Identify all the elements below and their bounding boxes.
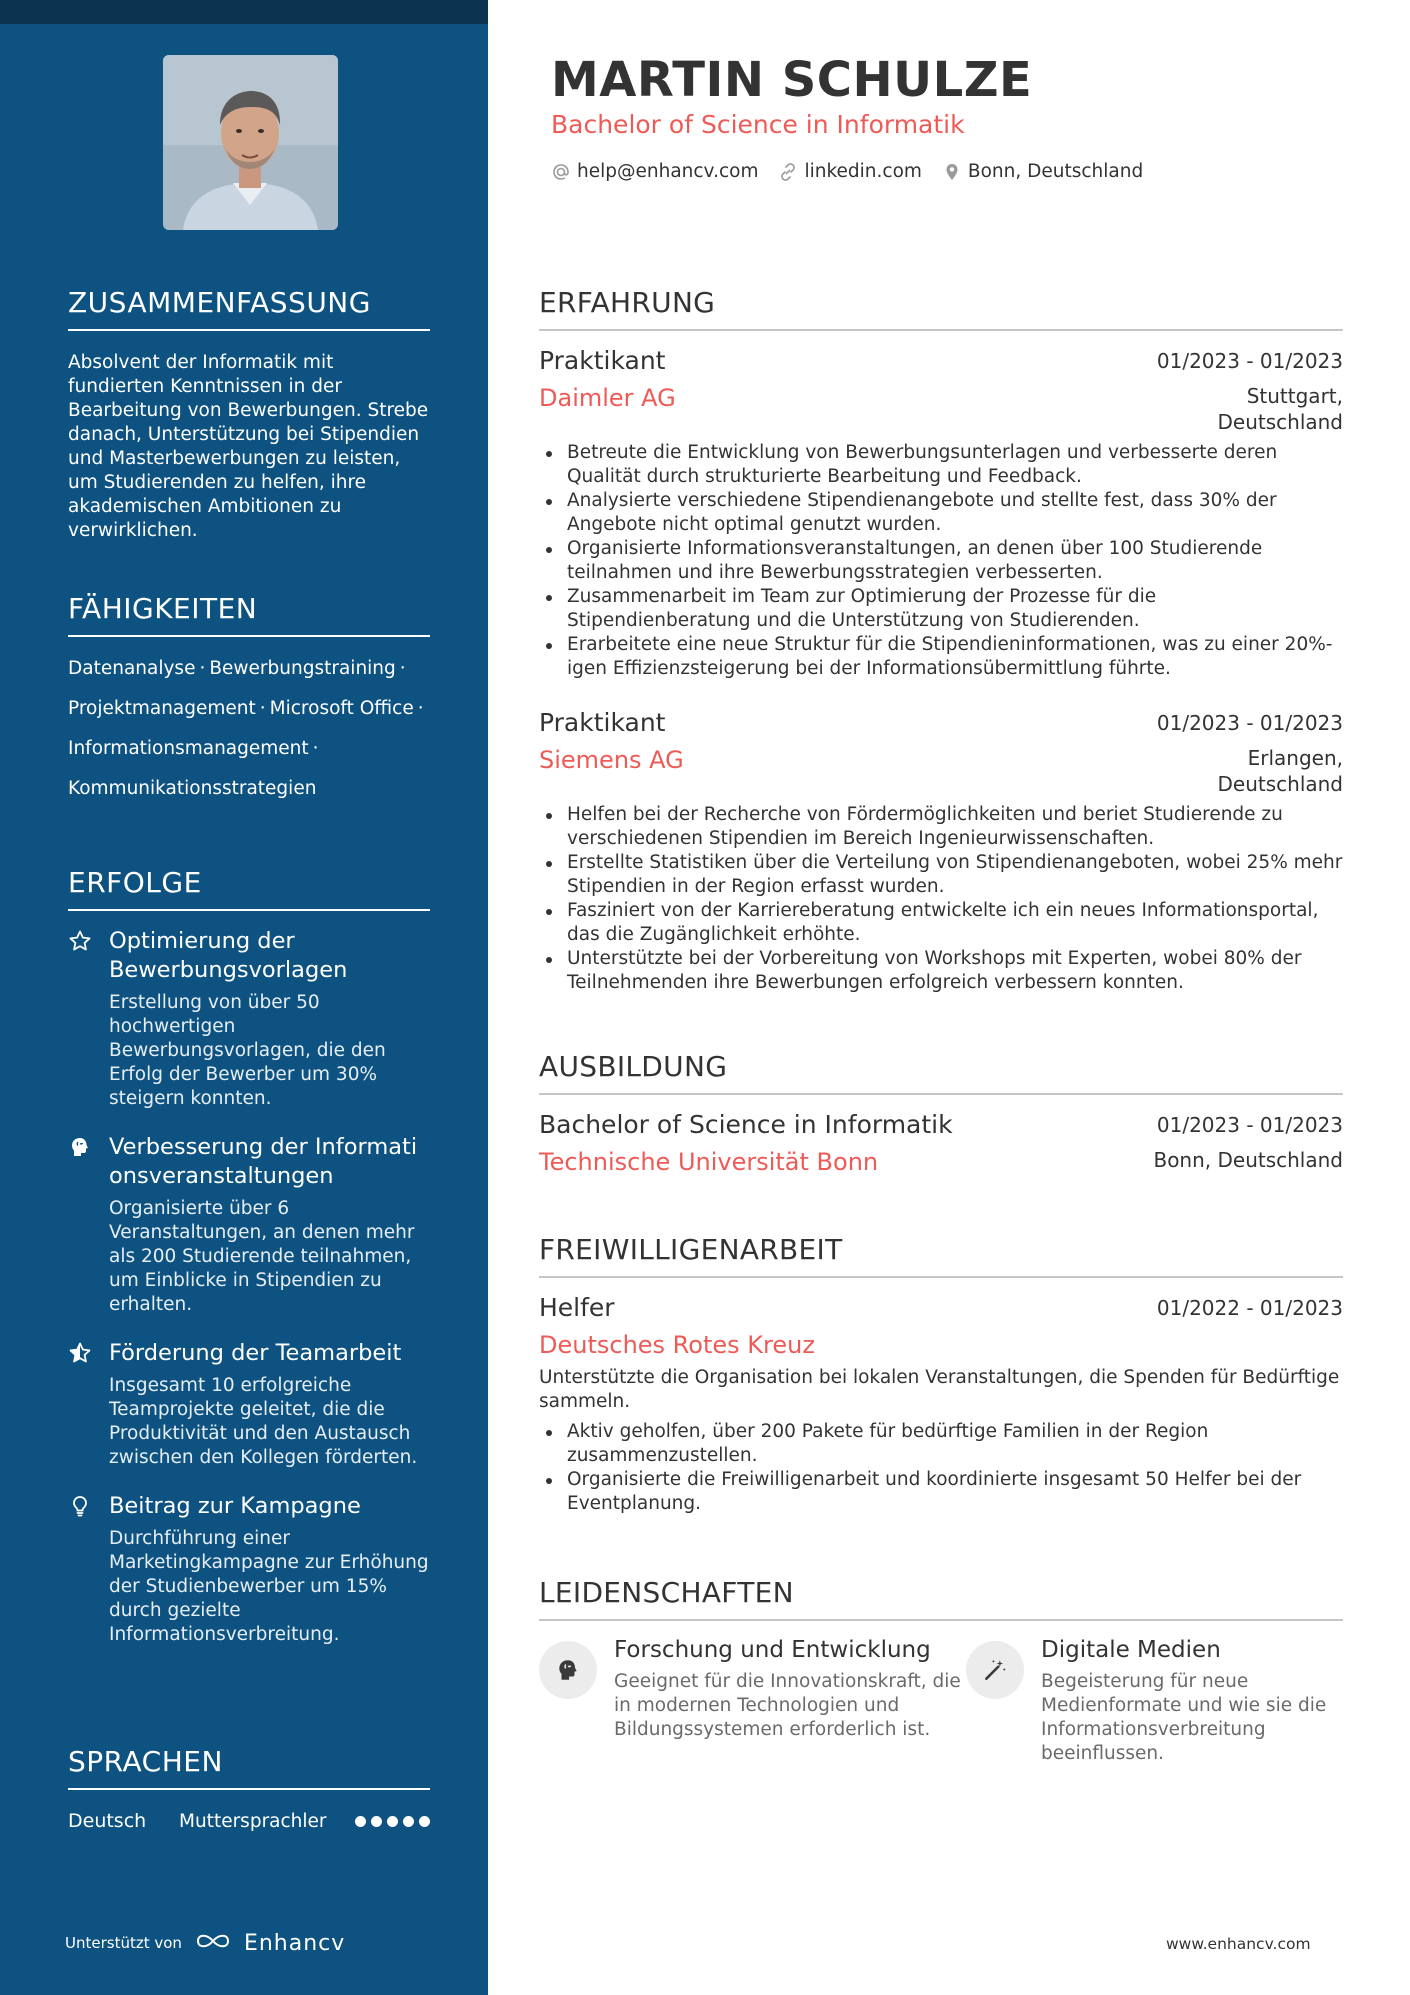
job-location — [1218, 383, 1344, 435]
volunteer-entry — [539, 1292, 1343, 1516]
job-bullet: Organisierte Informationsveranstaltungen, an denen über 100 Studierende teilnahmen und ihre Bewerbungsstrategien verbesserten. — [539, 537, 1343, 585]
location-contact — [942, 161, 1143, 182]
volunteer-bullets — [539, 1420, 1343, 1516]
achievement-item — [68, 927, 430, 1111]
linkedin-contact[interactable] — [778, 161, 921, 182]
passions-section — [539, 1576, 1343, 1766]
job-bullet: Fasziniert von der Karriereberatung entwickelte ich ein neues Informationsportal, das die Zugänglichkeit erhöhte. — [539, 899, 1343, 947]
linkedin-text: linkedin.com — [804, 161, 922, 182]
magic-wand-icon — [966, 1641, 1024, 1699]
job-bullet: Erarbeitete eine neue Struktur für die Stipendieninformationen, was zu einer 20%-igen Effizienzsteigerung bei der Informationsübermittlung führte. — [539, 633, 1343, 681]
volunteer-section — [539, 1233, 1343, 1542]
job-location — [1218, 745, 1344, 797]
summary-title: ZUSAMMENFASSUNG — [68, 286, 430, 331]
experience-section — [539, 286, 1343, 1021]
volunteer-org: Deutsches Rotes Kreuz — [539, 1331, 815, 1359]
brain-icon — [539, 1641, 597, 1699]
skill-separator: · — [399, 658, 406, 679]
candidate-headline: Bachelor of Science in Informatik — [551, 110, 965, 139]
passion-desc: Begeisterung für neue Medienformate und wie sie die Informationsverbreitung beeinflussen. — [1041, 1671, 1327, 1764]
education-entry — [539, 1109, 1343, 1177]
job-role: Praktikant — [539, 346, 666, 375]
achievement-title: Optimierung der Bewerbungsvorlagen — [109, 928, 348, 983]
skill-item: Projektmanagement — [68, 698, 256, 719]
star-icon — [68, 929, 92, 953]
job-company: Daimler AG — [539, 384, 676, 412]
footer-url[interactable]: www.enhancv.com — [1166, 1935, 1311, 1953]
proficiency-dot — [419, 1816, 430, 1827]
passion-title: Digitale Medien — [1041, 1637, 1221, 1663]
achievement-title: Beitrag zur Kampagne — [109, 1493, 361, 1519]
language-proficiency-dots — [355, 1816, 430, 1827]
job-bullets — [539, 441, 1343, 681]
powered-by — [65, 1930, 345, 1956]
contact-info — [551, 161, 1143, 182]
skill-item: Bewerbungstraining — [209, 658, 396, 679]
proficiency-dot — [403, 1816, 414, 1827]
location-pin-icon — [942, 162, 962, 182]
skill-separator: · — [417, 698, 424, 719]
profile-photo — [163, 55, 338, 230]
achievement-title: Verbesserung der Informationsveranstaltungen — [109, 1134, 418, 1189]
job-role: Praktikant — [539, 708, 666, 737]
enhancv-brand: Enhancv — [243, 1930, 346, 1956]
skill-item: Informationsmanagement — [68, 738, 309, 759]
job-location-line: Deutschland — [1217, 410, 1343, 434]
volunteer-title: FREIWILLIGENARBEIT — [539, 1233, 1343, 1278]
lightbulb-icon — [68, 1494, 92, 1518]
job-location-line: Deutschland — [1217, 772, 1343, 796]
summary-text: Absolvent der Informatik mit fundierten Kenntnissen in der Bearbeitung von Bewerbungen. Strebe danach, Unterstützung bei Stipendien und Masterbewerbungen zu leisten, um Studierenden zu helfen, ihre akademischen Ambitionen zu verwirklichen. — [68, 352, 429, 541]
volunteer-desc: Unterstützte die Organisation bei lokalen Veranstaltungen, die Spenden für Bedürftige sammeln. — [539, 1367, 1340, 1412]
skill-separator: · — [199, 658, 206, 679]
candidate-name: MARTIN SCHULZE — [551, 52, 1033, 108]
at-icon — [551, 162, 571, 182]
passion-item — [966, 1635, 1343, 1766]
achievement-desc: Durchführung einer Marketingkampagne zur Erhöhung der Studienbewerber um 15% durch gezielte Informationsverbreitung. — [109, 1528, 429, 1645]
location-text: Bonn, Deutschland — [967, 161, 1144, 182]
sidebar-top-band — [0, 0, 488, 24]
volunteer-bullet: Aktiv geholfen, über 200 Pakete für bedürftige Familien in der Region zusammenzustellen. — [539, 1420, 1343, 1468]
education-title: AUSBILDUNG — [539, 1050, 1343, 1095]
job-bullets — [539, 803, 1343, 995]
job-location-line: Erlangen, — [1247, 746, 1343, 770]
summary-section — [68, 286, 430, 543]
school: Technische Universität Bonn — [539, 1148, 879, 1176]
volunteer-role: Helfer — [539, 1293, 615, 1322]
email-text: help@enhancv.com — [577, 161, 759, 182]
languages-title: SPRACHEN — [68, 1745, 430, 1790]
proficiency-dot — [355, 1816, 366, 1827]
volunteer-bullet: Organisierte die Freiwilligenarbeit und koordinierte insgesamt 50 Helfer bei der Eventplanung. — [539, 1468, 1343, 1516]
passion-desc: Geeignet für die Innovationskraft, die in modernen Technologien und Bildungssystemen erforderlich ist. — [614, 1671, 961, 1740]
achievements-title: ERFOLGE — [68, 866, 430, 911]
achievement-desc: Organisierte über 6 Veranstaltungen, an denen mehr als 200 Studierende teilnahmen, um Einblicke in Stipendien zu erhalten. — [109, 1198, 415, 1315]
language-row — [68, 1810, 430, 1832]
job-bullet: Helfen bei der Recherche von Fördermöglichkeiten und beriet Studierende zu verschiedenen Stipendien im Bereich Ingenieurwissenschaften. — [539, 803, 1343, 851]
skill-separator: · — [312, 738, 319, 759]
experience-title: ERFAHRUNG — [539, 286, 1343, 331]
job-location-line: Stuttgart, — [1246, 384, 1343, 408]
skills-title: FÄHIGKEITEN — [68, 592, 430, 637]
achievement-desc: Erstellung von über 50 hochwertigen Bewerbungsvorlagen, die den Erfolg der Bewerber um 30% steigern konnten. — [109, 992, 386, 1109]
link-icon — [778, 162, 798, 182]
achievement-item — [68, 1492, 430, 1647]
volunteer-dates: 01/2022 - 01/2023 — [1156, 1296, 1343, 1320]
skills-list — [68, 649, 430, 809]
proficiency-dot — [371, 1816, 382, 1827]
passions-title: LEIDENSCHAFTEN — [539, 1576, 1343, 1621]
languages-section — [68, 1745, 430, 1832]
language-name: Deutsch — [68, 1810, 147, 1832]
job-bullet: Zusammenarbeit im Team zur Optimierung der Prozesse für die Stipendienberatung und die Unterstützung von Studierenden. — [539, 585, 1343, 633]
job-bullet: Erstellte Statistiken über die Verteilung von Stipendienangeboten, wobei 25% mehr Stipendien in der Region erfasst wurden. — [539, 851, 1343, 899]
sidebar — [0, 0, 488, 1995]
achievements-section — [68, 866, 430, 1669]
experience-entry — [539, 345, 1343, 681]
passion-title: Forschung und Entwicklung — [614, 1637, 931, 1663]
job-dates: 01/2023 - 01/2023 — [1156, 711, 1343, 735]
job-dates: 01/2023 - 01/2023 — [1156, 349, 1343, 373]
job-company: Siemens AG — [539, 746, 684, 774]
skills-section — [68, 592, 430, 809]
email-contact[interactable] — [551, 161, 758, 182]
skill-item: Kommunikationsstrategien — [68, 778, 317, 799]
degree: Bachelor of Science in Informatik — [539, 1110, 953, 1139]
job-bullet: Unterstützte bei der Vorbereitung von Workshops mit Experten, wobei 80% der Teilnehmenden ihre Bewerbungen erfolgreich verbessern konnten. — [539, 947, 1343, 995]
skill-separator: · — [259, 698, 266, 719]
half-star-icon — [68, 1341, 92, 1365]
achievement-desc: Insgesamt 10 erfolgreiche Teamprojekte geleitet, die die Produktivität und den Austausch zwischen den Kollegen förderten. — [109, 1375, 418, 1468]
education-dates: 01/2023 - 01/2023 — [1156, 1113, 1343, 1137]
job-bullet: Betreute die Entwicklung von Bewerbungsunterlagen und verbesserte deren Qualität durch strukturierte Bearbeitung und Feedback. — [539, 441, 1343, 489]
achievement-title: Förderung der Teamarbeit — [109, 1340, 402, 1366]
achievement-item — [68, 1133, 430, 1317]
passion-item — [539, 1635, 966, 1766]
powered-by-label: Unterstützt von — [65, 1934, 182, 1952]
education-location: Bonn, Deutschland — [1153, 1148, 1343, 1172]
achievement-item — [68, 1339, 430, 1470]
language-level: Muttersprachler — [179, 1810, 327, 1832]
brain-icon — [68, 1135, 92, 1159]
education-section — [539, 1050, 1343, 1203]
experience-entry — [539, 707, 1343, 995]
skill-item: Microsoft Office — [269, 698, 414, 719]
enhancv-logo-icon — [192, 1930, 234, 1956]
skill-item: Datenanalyse — [68, 658, 196, 679]
job-bullet: Analysierte verschiedene Stipendienangebote und stellte fest, dass 30% der Angebote nicht optimal genutzt wurden. — [539, 489, 1343, 537]
proficiency-dot — [387, 1816, 398, 1827]
